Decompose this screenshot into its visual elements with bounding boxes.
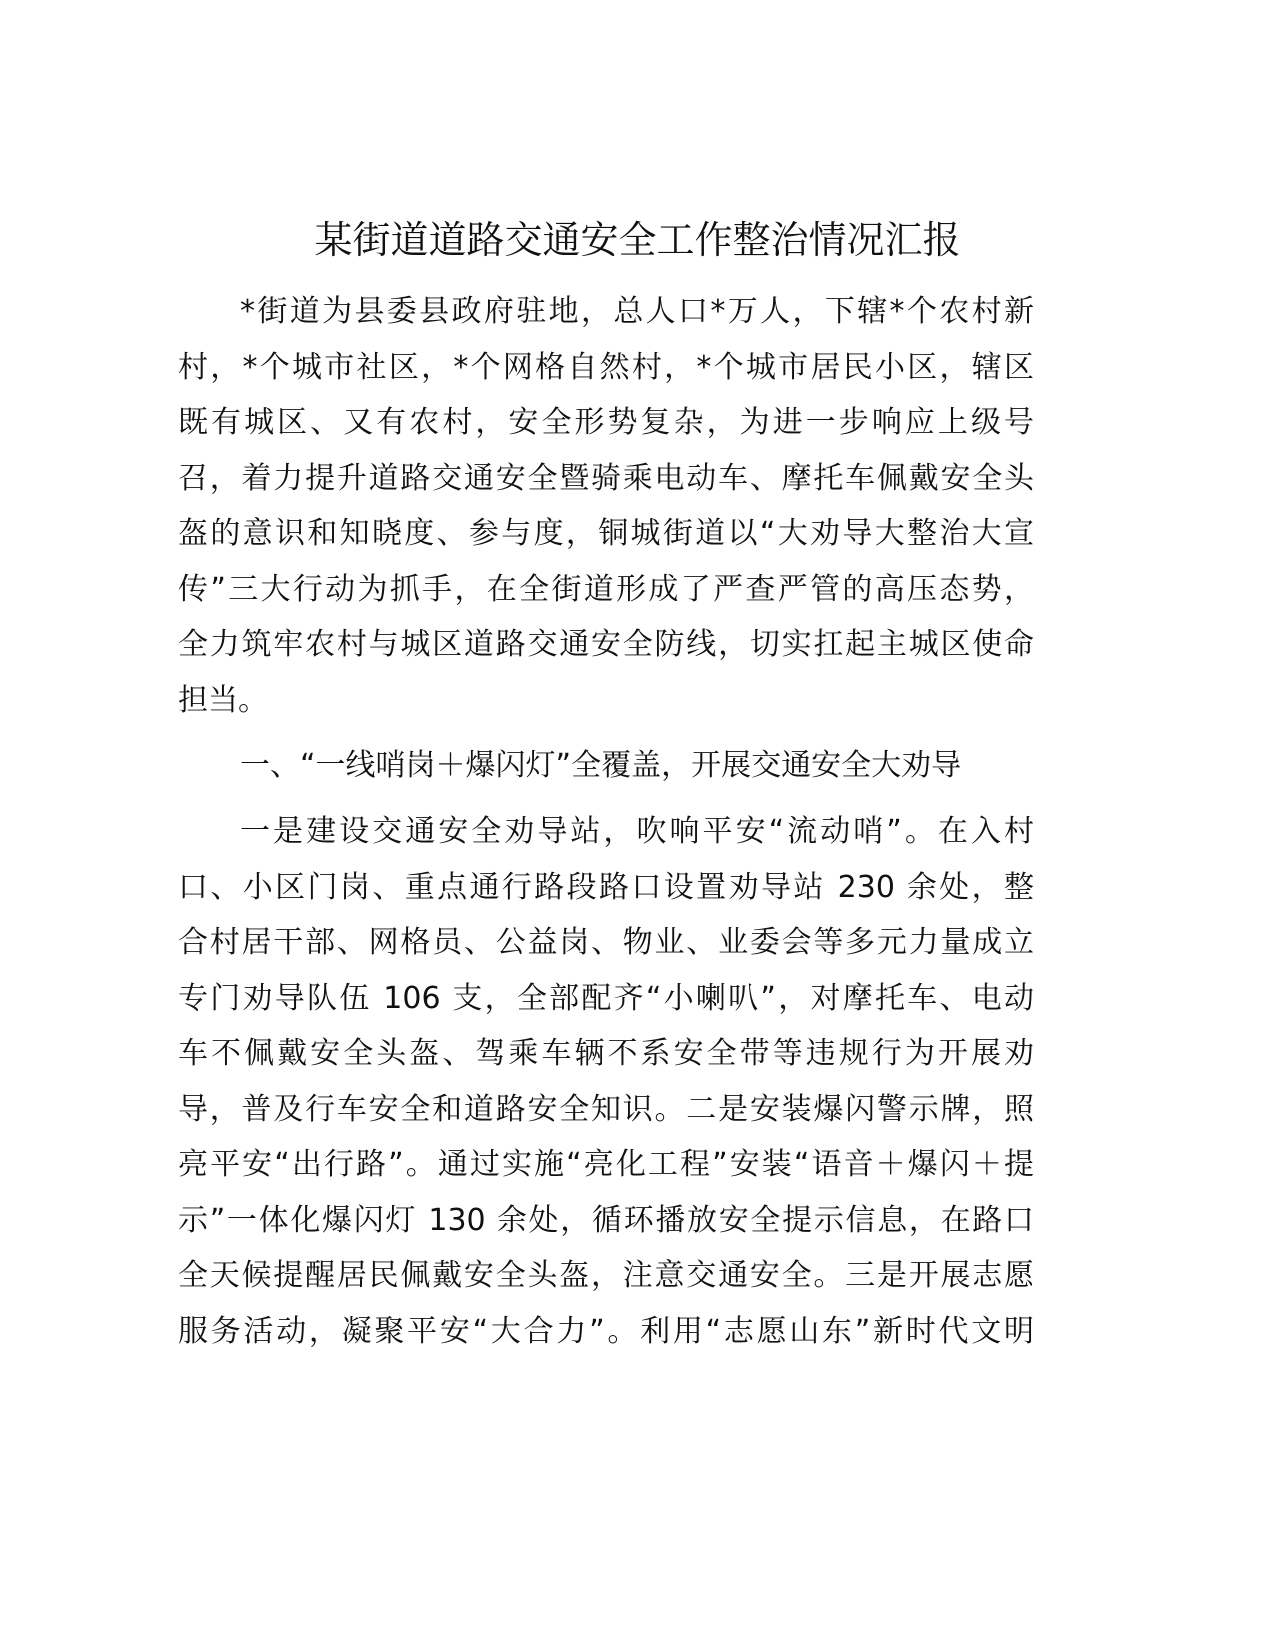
text-line: 合村居干部、网格员、公益岗、物业、业委会等多元力量成立 — [178, 925, 1034, 960]
text-line: 服务活动，凝聚平安“大合力”。利用“志愿山东”新时代文明 — [178, 1313, 1034, 1349]
text-line: 村，*个城市社区，*个网格自然村，*个城市居民小区，辖区 — [178, 349, 1034, 385]
text-line: 专门劝导队伍 106 支，全部配齐“小喇叭”，对摩托车、电动 — [178, 980, 1034, 1016]
section-heading — [178, 738, 1034, 794]
section-heading-text: 一、“一线哨岗＋爆闪灯”全覆盖，开展交通安全大劝导 — [240, 748, 962, 783]
text-line: 既有城区、又有农村，安全形势复杂，为进一步响应上级号 — [178, 405, 1034, 440]
text-line: 亮平安“出行路”。通过实施“亮化工程”安装“语音＋爆闪＋提 — [178, 1147, 1034, 1182]
text-line: 导，普及行车安全和道路安全知识。二是安装爆闪警示牌，照 — [178, 1091, 1034, 1127]
text-line: 全力筑牢农村与城区道路交通安全防线，切实扛起主城区使命 — [178, 627, 1034, 662]
text-line: 口、小区门岗、重点通行路段路口设置劝导站 230 余处，整 — [178, 869, 1034, 905]
document-title: 某街道道路交通安全工作整治情况汇报 — [314, 218, 961, 262]
text-line: 车不佩戴安全头盔、驾乘车辆不系安全带等违规行为开展劝 — [178, 1036, 1034, 1071]
text-line: 一是建设交通安全劝导站，吹响平安“流动哨”。在入村 — [240, 814, 1034, 849]
paragraph-section-one — [178, 804, 1034, 1359]
text-line: 盔的意识和知晓度、参与度，铜城街道以“大劝导大整治大宣 — [178, 516, 1034, 551]
text-line: 全天候提醒居民佩戴安全头盔，注意交通安全。三是开展志愿 — [178, 1258, 1034, 1293]
text-line: *街道为县委县政府驻地，总人口*万人，下辖*个农村新 — [240, 294, 1034, 329]
text-line: 传”三大行动为抓手，在全街道形成了严查严管的高压态势， — [178, 571, 1034, 607]
text-line: 示”一体化爆闪灯 130 余处，循环播放安全提示信息，在路口 — [178, 1202, 1034, 1238]
paragraph-intro — [178, 284, 1034, 728]
text-line: 担当。 — [178, 682, 268, 718]
text-line: 召，着力提升道路交通安全暨骑乘电动车、摩托车佩戴安全头 — [178, 460, 1034, 496]
